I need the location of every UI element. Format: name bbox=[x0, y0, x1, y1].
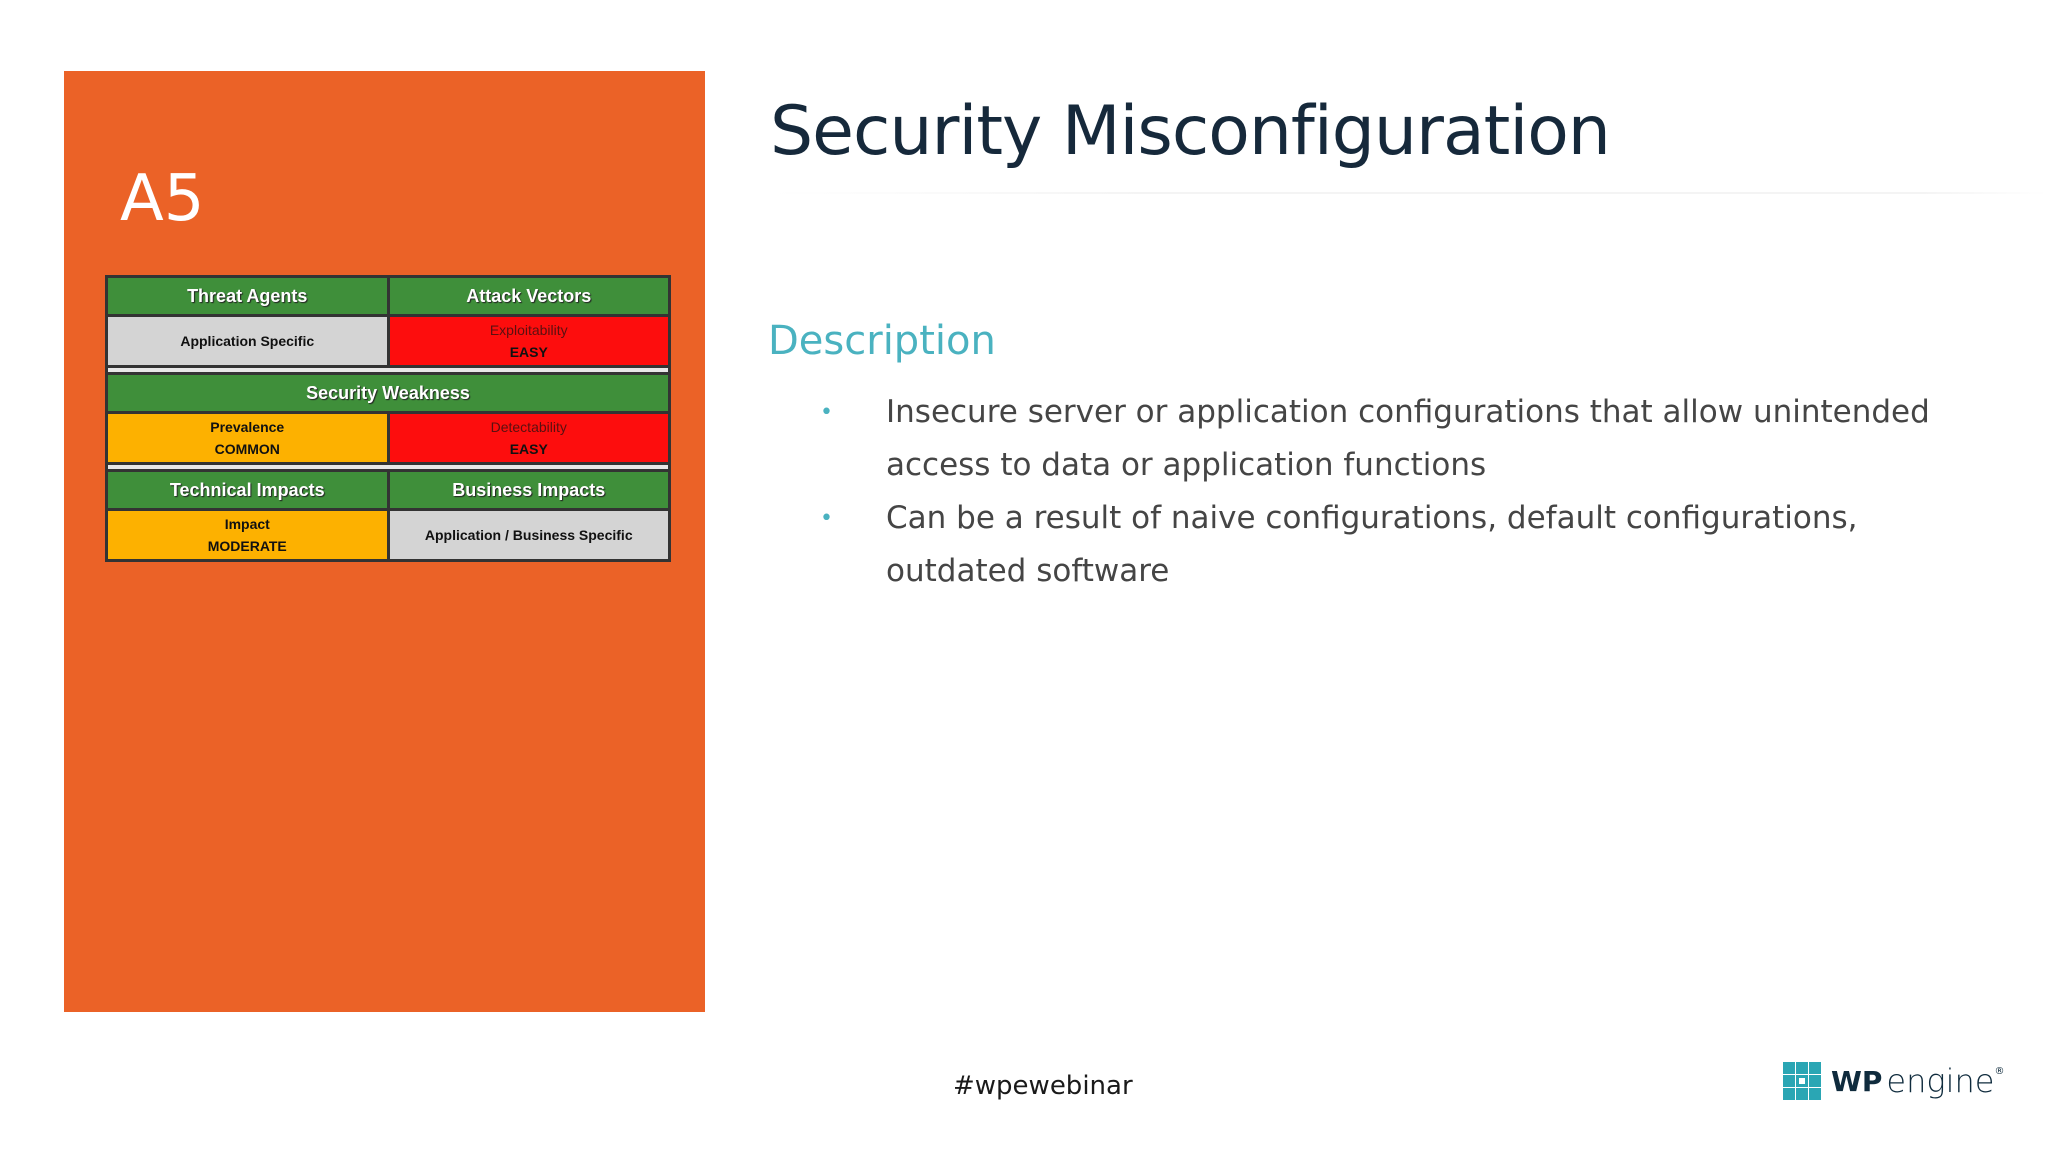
slide-title: Security Misconfiguration bbox=[770, 92, 1610, 171]
security-weakness-header: Security Weakness bbox=[108, 375, 668, 411]
detectability-value: EASY bbox=[509, 441, 548, 457]
impact-value: MODERATE bbox=[207, 538, 287, 554]
bullet-icon: • bbox=[820, 400, 833, 425]
impact-cell bbox=[108, 511, 387, 559]
description-list bbox=[820, 386, 2000, 598]
table-row bbox=[105, 472, 671, 508]
owasp-panel bbox=[64, 71, 705, 1012]
list-item bbox=[820, 386, 2000, 492]
exploitability-label: Exploitability bbox=[489, 322, 568, 338]
list-item bbox=[820, 492, 2000, 598]
wpengine-grid-icon bbox=[1783, 1062, 1821, 1100]
registered-mark: ® bbox=[1994, 1066, 2005, 1077]
threat-agents-header: Threat Agents bbox=[108, 278, 387, 314]
bullet-text: Can be a result of naive configurations, default configurations, outdated software bbox=[886, 500, 1858, 589]
section-heading: Description bbox=[768, 318, 996, 364]
table-row bbox=[105, 317, 671, 365]
prevalence-label: Prevalence bbox=[210, 419, 285, 435]
risk-rating-table bbox=[105, 275, 671, 562]
risk-code: A5 bbox=[120, 162, 205, 236]
technical-impacts-header: Technical Impacts bbox=[108, 472, 387, 508]
exploitability-value: EASY bbox=[509, 344, 548, 360]
detectability-label: Detectability bbox=[490, 419, 567, 435]
exploitability-cell bbox=[387, 317, 669, 365]
logo-engine-text: engine bbox=[1886, 1062, 1995, 1100]
threat-agents-value: Application Specific bbox=[108, 317, 387, 365]
attack-vectors-header: Attack Vectors bbox=[387, 278, 669, 314]
business-impacts-value: Application / Business Specific bbox=[387, 511, 669, 559]
logo-wp-text: WP bbox=[1831, 1064, 1883, 1098]
table-row bbox=[105, 275, 671, 314]
detectability-cell bbox=[387, 414, 669, 462]
bullet-text: Insecure server or application configurations that allow unintended access to data or application functions bbox=[886, 394, 1930, 483]
footer-hashtag: #wpewebinar bbox=[953, 1071, 1133, 1101]
business-impacts-header: Business Impacts bbox=[387, 472, 669, 508]
table-row bbox=[105, 375, 671, 411]
impact-label: Impact bbox=[224, 516, 270, 532]
wpengine-logo bbox=[1783, 1060, 2004, 1102]
title-divider bbox=[770, 192, 2048, 194]
table-row bbox=[105, 511, 671, 562]
table-row bbox=[105, 414, 671, 462]
prevalence-value: COMMON bbox=[214, 441, 280, 457]
bullet-icon: • bbox=[820, 506, 833, 531]
prevalence-cell bbox=[108, 414, 387, 462]
